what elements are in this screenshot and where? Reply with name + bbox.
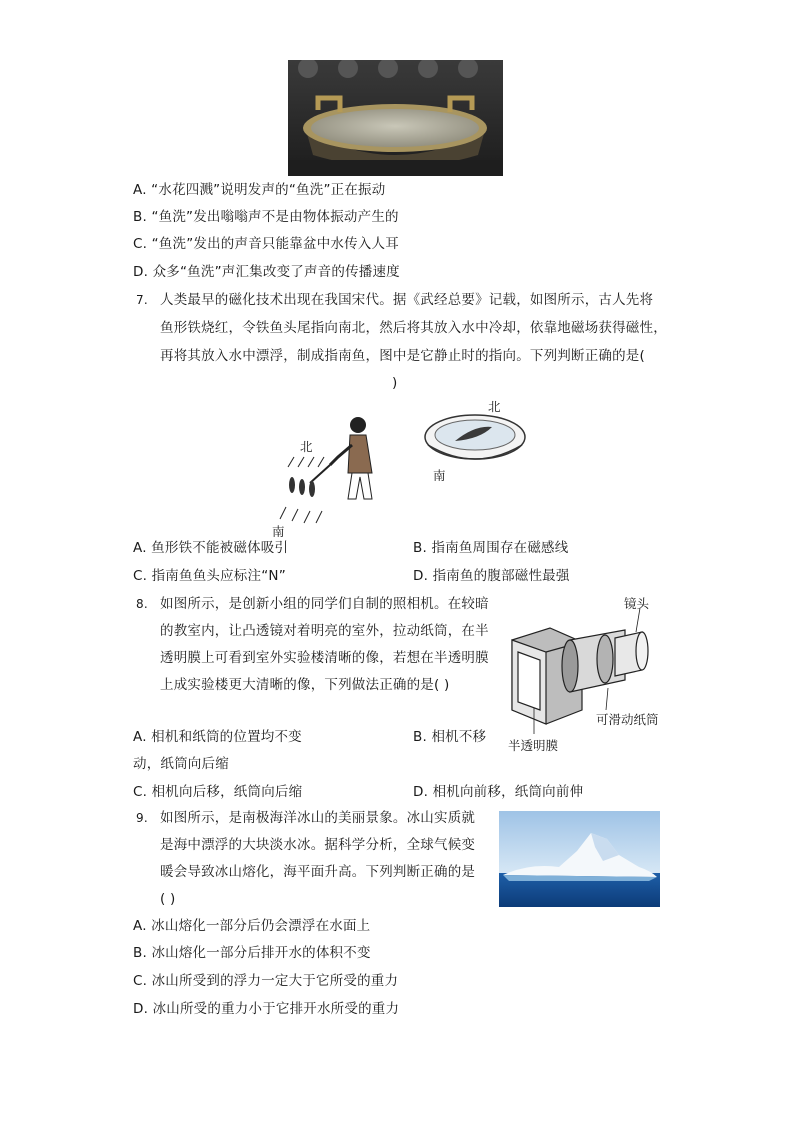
q9-stem-line-1: 如图所示，是南极海洋冰山的美丽景象。冰山实质就 — [160, 810, 476, 826]
fig7-south-right: 南 — [433, 468, 446, 483]
iceberg-drawing — [499, 811, 660, 907]
plate-with-fish — [425, 415, 525, 459]
fig8-tube-label: 可滑动纸筒 — [596, 712, 659, 727]
fig8-film-label: 半透明膜 — [508, 738, 559, 753]
fig7-north-left: 北 — [300, 439, 313, 454]
q9-number: 9. — [136, 811, 148, 825]
q9-option-b[interactable]: B. 冰山熔化一部分后排开水的体积不变 — [133, 945, 371, 961]
fig7-south-left: 南 — [272, 524, 285, 539]
q7-stem-line-3: 再将其放入水中漂浮，制成指南鱼，图中是它静止时的指向。下列判断正确的是( — [160, 348, 645, 364]
q9-stem-line-4: ( ) — [160, 891, 176, 907]
q6-option-c[interactable]: C. “鱼洗”发出的声音只能靠盆中水传入人耳 — [133, 236, 399, 252]
q7-figure — [270, 395, 530, 540]
q7-stem-line-4: ) — [392, 375, 398, 391]
iron-fish-row — [289, 477, 315, 497]
q9-option-a[interactable]: A. 冰山熔化一部分后仍会漂浮在水面上 — [133, 918, 371, 934]
q8-option-c[interactable]: C. 相机向后移，纸筒向后缩 — [133, 784, 303, 800]
yuxi-basin-photo — [288, 60, 503, 176]
q7-option-b[interactable]: B. 指南鱼周围存在磁感线 — [413, 540, 569, 556]
compass-fish-illustration — [270, 395, 530, 540]
q8-option-d[interactable]: D. 相机向前移，纸筒向前伸 — [413, 784, 584, 800]
q8-figure — [500, 592, 670, 752]
q7-option-d[interactable]: D. 指南鱼的腹部磁性最强 — [413, 568, 570, 584]
q9-stem-line-2: 是海中漂浮的大块淡水冰。据科学分析，全球气候变 — [160, 837, 476, 853]
q8-stem-line-3: 透明膜上可看到室外实验楼清晰的像，若想在半透明膜 — [160, 650, 489, 666]
q8-option-b[interactable]: B. 相机不移 — [413, 729, 487, 745]
q6-option-a[interactable]: A. “水花四溅”说明发声的“鱼洗”正在振动 — [133, 182, 386, 198]
q6-option-b[interactable]: B. “鱼洗”发出嗡嗡声不是由物体振动产生的 — [133, 209, 399, 225]
q8-stem-line-4: 上成实验楼更大清晰的像，下列做法正确的是( ) — [160, 677, 450, 693]
q8-stem-line-2: 的教室内，让凸透镜对着明亮的室外，拉动纸筒，在半 — [160, 623, 489, 639]
q7-stem-line-2: 鱼形铁烧红，令铁鱼头尾指向南北，然后将其放入水中冷却，依靠地磁场获得磁性， — [160, 320, 667, 336]
q9-option-d[interactable]: D. 冰山所受的重力小于它排开水所受的重力 — [133, 1001, 400, 1017]
q9-stem-line-3: 暖会导致冰山熔化，海平面升高。下列判断正确的是 — [160, 864, 476, 880]
homemade-camera-diagram — [500, 592, 670, 752]
yuxi-basin-drawing — [288, 60, 503, 176]
fig7-north-right: 北 — [488, 399, 501, 414]
q8-option-b-continued: 动，纸筒向后缩 — [133, 756, 229, 772]
iceberg-photo — [499, 811, 660, 907]
q7-option-c[interactable]: C. 指南鱼鱼头应标注“N” — [133, 568, 286, 584]
worker-figure — [310, 417, 372, 499]
q8-stem-line-1: 如图所示，是创新小组的同学们自制的照相机。在较暗 — [160, 596, 489, 612]
q9-option-c[interactable]: C. 冰山所受到的浮力一定大于它所受的重力 — [133, 973, 399, 989]
q7-number: 7. — [136, 293, 148, 307]
q8-option-a[interactable]: A. 相机和纸筒的位置均不变 — [133, 729, 302, 745]
q6-option-d[interactable]: D. 众多“鱼洗”声汇集改变了声音的传播速度 — [133, 264, 400, 280]
q8-number: 8. — [136, 597, 148, 611]
q7-option-a[interactable]: A. 鱼形铁不能被磁体吸引 — [133, 540, 289, 556]
q7-stem-line-1: 人类最早的磁化技术出现在我国宋代。据《武经总要》记载，如图所示，古人先将 — [160, 292, 654, 308]
fig8-lens-label: 镜头 — [624, 596, 650, 611]
lens-tube — [615, 632, 648, 676]
